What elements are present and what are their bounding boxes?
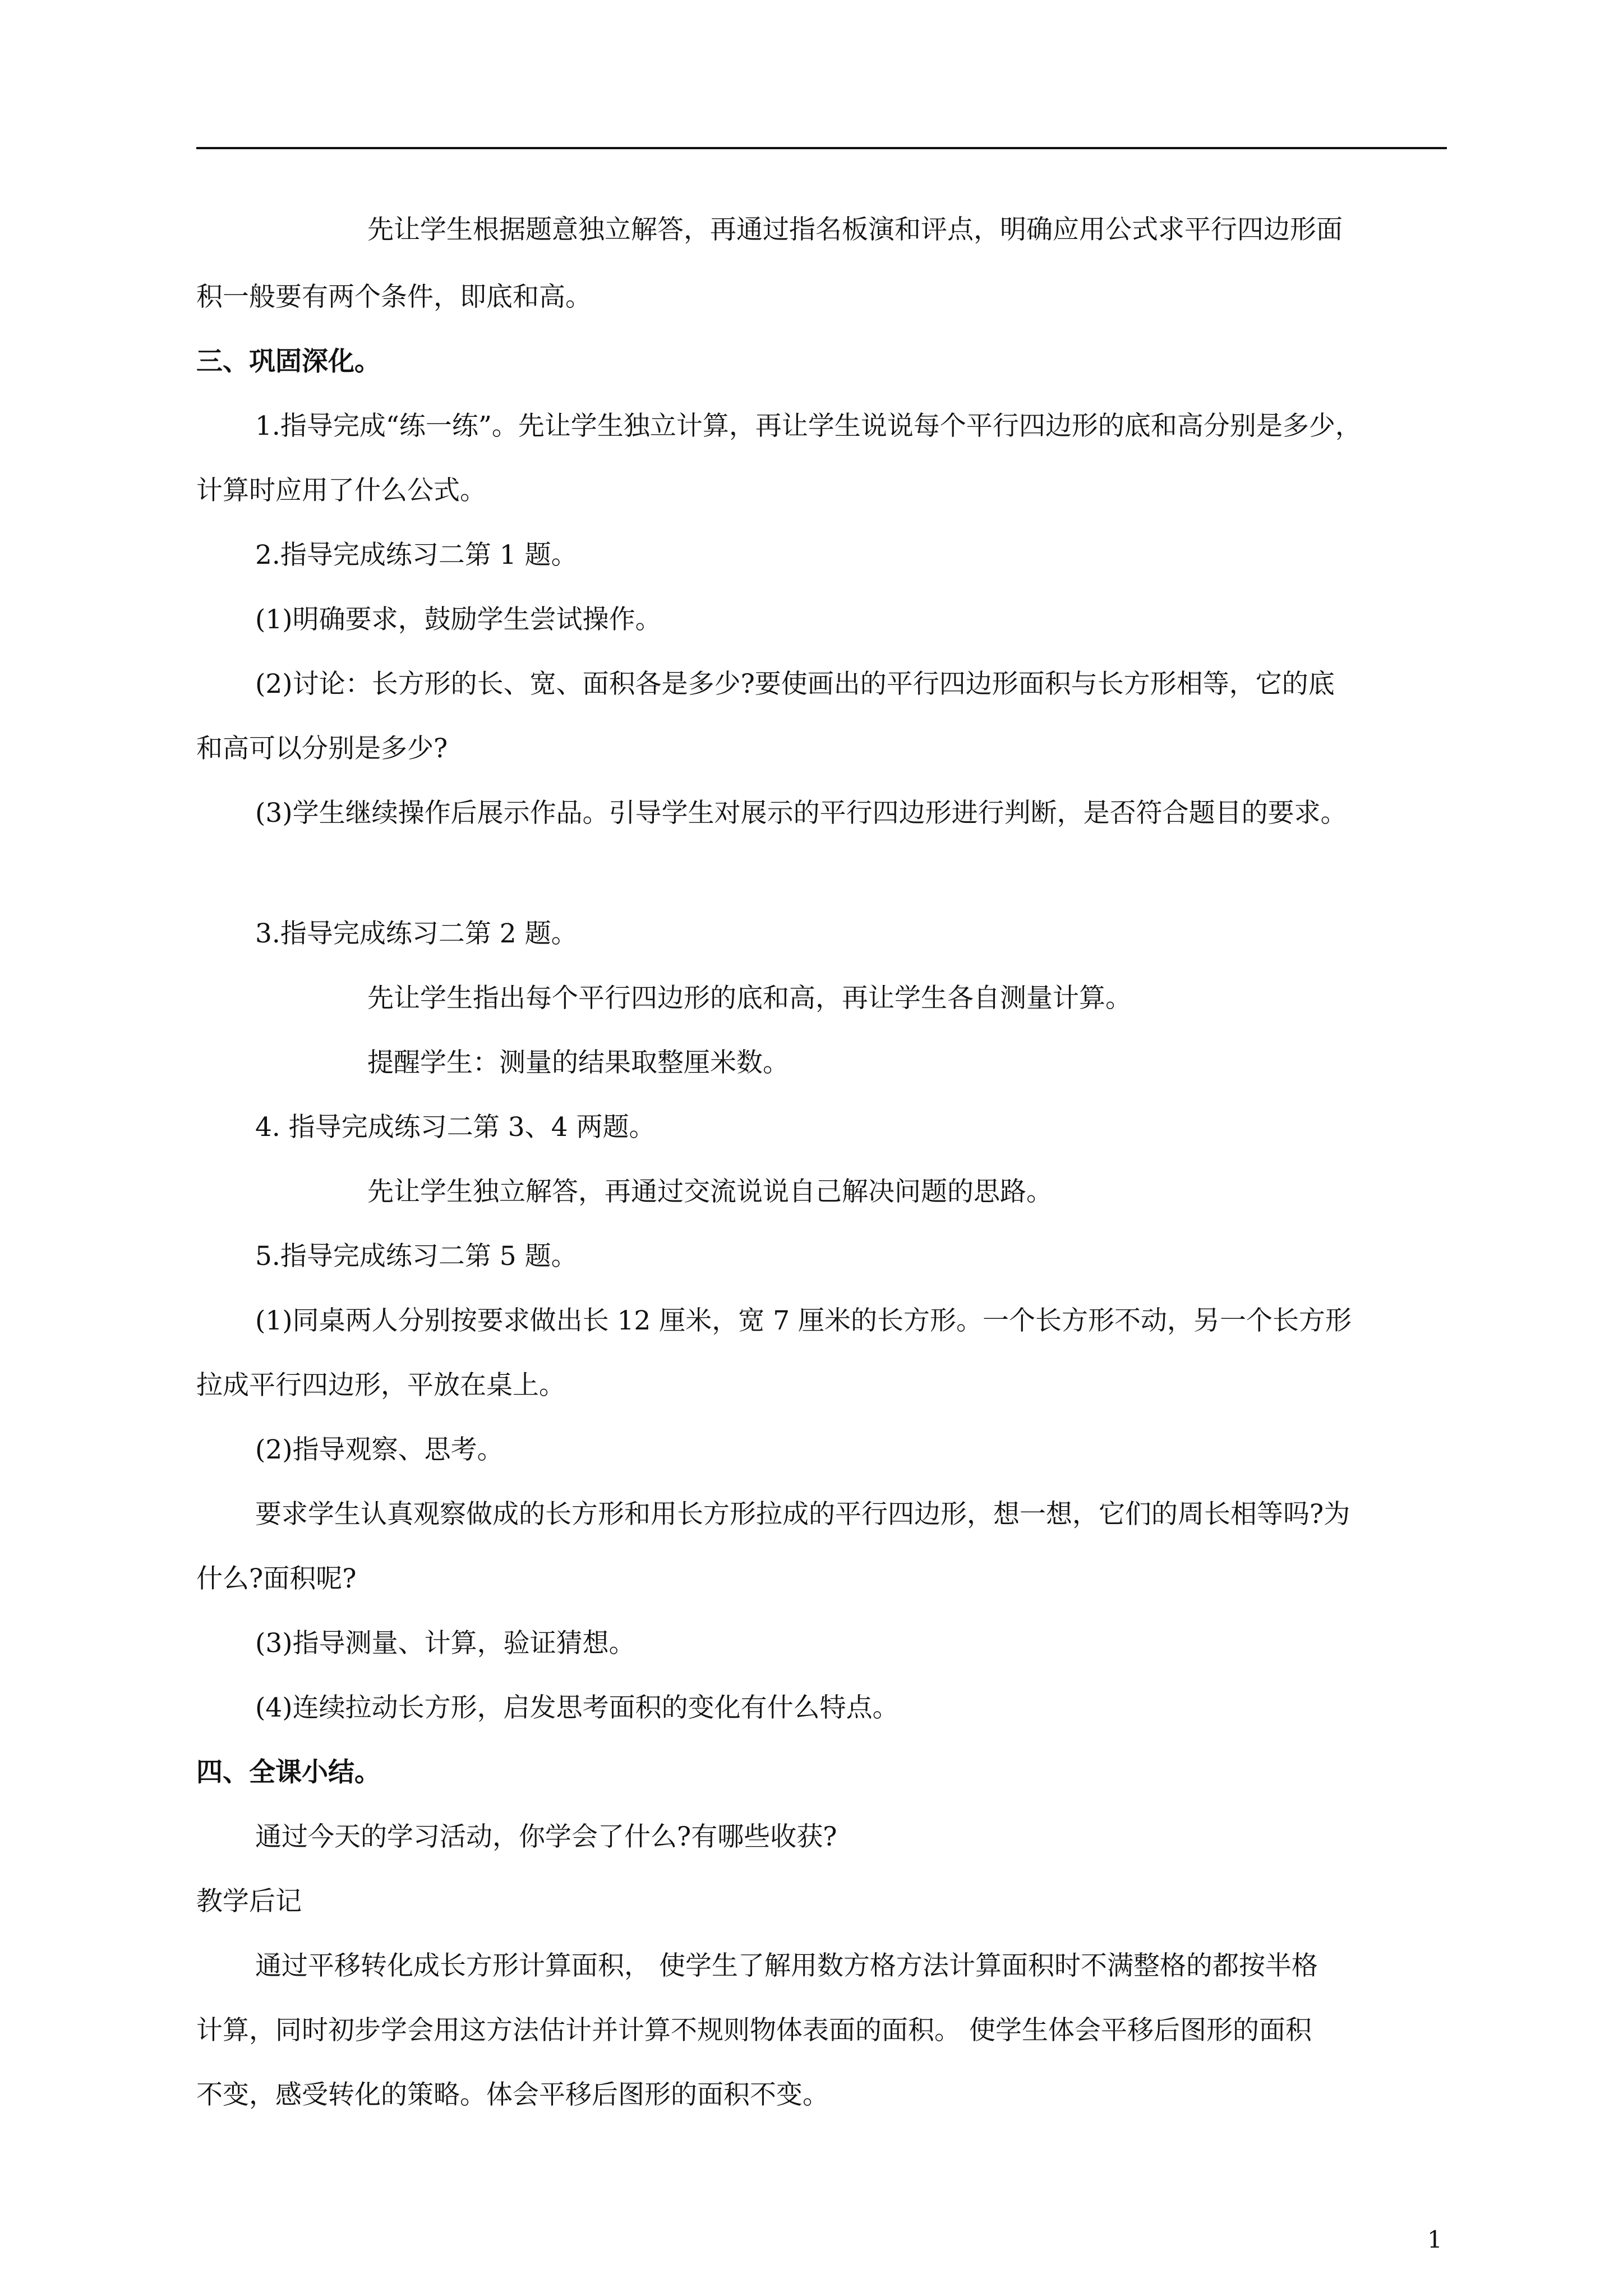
text-line: (1)同桌两人分别按要求做出长 12 厘米，宽 7 厘米的长方形。一个长方形不动，另一个长方形	[255, 1305, 1352, 1336]
text-line: 3.指导完成练习二第 2 题。	[255, 918, 578, 949]
text-line: (2)指导观察、思考。	[255, 1434, 504, 1465]
text-line: 什么?面积呢?	[196, 1563, 357, 1594]
text-line: 4. 指导完成练习二第 3、4 两题。	[255, 1112, 656, 1143]
text-line: 要求学生认真观察做成的长方形和用长方形拉成的平行四边形，想一想，它们的周长相等吗?为	[255, 1499, 1350, 1530]
text-line: 计算，同时初步学会用这方法估计并计算不规则物体表面的面积。 使学生体会平移后图形的面积	[196, 2015, 1312, 2046]
text-line: 通过今天的学习活动，你学会了什么?有哪些收获?	[255, 1821, 837, 1852]
text-line: (3)指导测量、计算，验证猜想。	[255, 1628, 635, 1659]
text-line: 和高可以分别是多少?	[196, 733, 448, 764]
text-line: 不变，感受转化的策略。体会平移后图形的面积不变。	[196, 2079, 829, 2110]
text-line: 2.指导完成练习二第 1 题。	[255, 540, 578, 570]
text-line: (3)学生继续操作后展示作品。引导学生对展示的平行四边形进行判断，是否符合题目的要求。	[255, 798, 1347, 829]
text-line: 5.指导完成练习二第 5 题。	[255, 1241, 578, 1272]
text-line: 积一般要有两个条件，即底和高。	[196, 282, 592, 312]
subheading: 教学后记	[196, 1886, 302, 1917]
text-line: 先让学生指出每个平行四边形的底和高，再让学生各自测量计算。	[367, 983, 1132, 1014]
text-line: 通过平移转化成长方形计算面积， 使学生了解用数方格方法计算面积时不满整格的都按半格	[255, 1950, 1318, 1981]
text-line: (2)讨论：长方形的长、宽、面积各是多少?要使画出的平行四边形面积与长方形相等，它的底	[255, 669, 1335, 700]
text-line: 先让学生独立解答，再通过交流说说自己解决问题的思路。	[367, 1176, 1053, 1207]
text-line: 计算时应用了什么公式。	[196, 475, 486, 506]
text-line: 拉成平行四边形，平放在桌上。	[196, 1370, 565, 1401]
page-number: 1	[1427, 2226, 1442, 2253]
section-heading: 四、全课小结。	[196, 1757, 381, 1788]
text-line: 1.指导完成“练一练”。先让学生独立计算，再让学生说说每个平行四边形的底和高分别是多少，	[255, 411, 1362, 441]
section-heading: 三、巩固深化。	[196, 346, 381, 377]
text-line: (4)连续拉动长方形，启发思考面积的变化有什么特点。	[255, 1692, 899, 1723]
header-rule	[196, 147, 1447, 149]
text-line: (1)明确要求，鼓励学生尝试操作。	[255, 604, 662, 635]
text-line: 提醒学生：测量的结果取整厘米数。	[367, 1047, 789, 1078]
text-line: 先让学生根据题意独立解答，再通过指名板演和评点，明确应用公式求平行四边形面	[367, 214, 1343, 245]
